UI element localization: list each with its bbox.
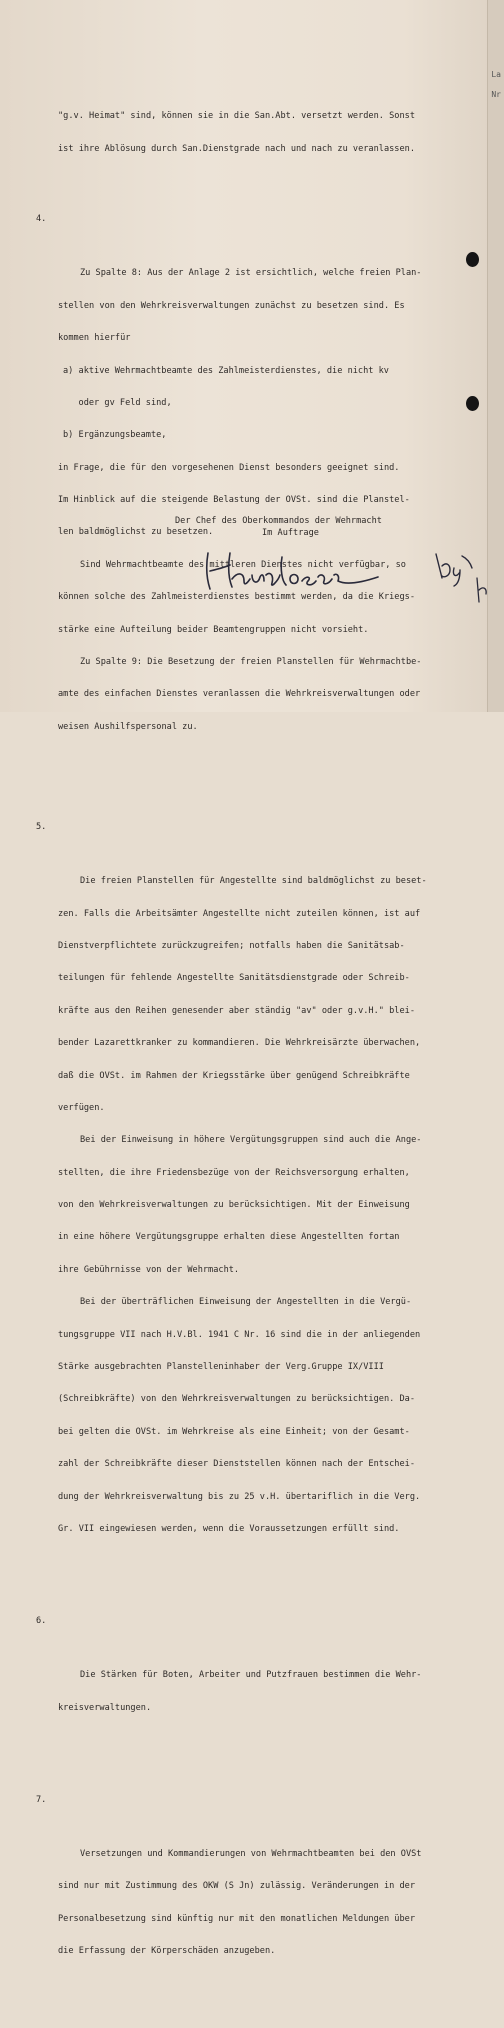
- text-line: verfügen.: [58, 1102, 105, 1113]
- text-line: zahl der Schreibkräfte dieser Dienststellen können nach der Entschei-: [58, 1459, 415, 1470]
- handwritten-signature: [200, 545, 390, 595]
- item-6: [36, 1616, 488, 1756]
- text-line: stellten, die ihre Friedensbezüge von der Reichsversorgung erhalten,: [58, 1167, 410, 1178]
- text-line: Versetzungen und Kommandierungen von Wehrmachtbeamten bei den OVSt: [80, 1849, 422, 1860]
- text-line: sind nur mit Zustimmung des OKW (S Jn) zulässig. Veränderungen in der: [58, 1881, 415, 1892]
- text-line: bei gelten die OVSt. im Wehrkreise als eine Einheit; von der Gesamt-: [58, 1426, 410, 1437]
- item-number: 7.: [36, 1795, 47, 1806]
- text-line: bender Lazarettkranker zu kommandieren. Die Wehrkreisärzte überwachen,: [58, 1038, 421, 1049]
- text-line: stellen von den Wehrkreisverwaltungen zunächst zu besetzen sind. Es: [58, 300, 405, 311]
- text-line: Stärke ausgebrachten Planstelleninhaber der Verg.Gruppe IX/VIII: [58, 1362, 384, 1373]
- item-7: [36, 1795, 488, 2000]
- text-line: Zu Spalte 8: Aus der Anlage 2 ist ersichtlich, welche freien Plan-: [80, 268, 422, 279]
- intro-line: "g.v. Heimat" sind, können sie in die San.Abt. versetzt werden. Sonst: [58, 111, 415, 122]
- document-body: [36, 68, 488, 2028]
- text-line: Sind Wehrmachtbeamte des mittleren Dienstes nicht verfügbar, so: [80, 559, 406, 570]
- margin-mark-1: La: [491, 70, 501, 79]
- item-4: [36, 214, 488, 775]
- text-line: Dienstverpflichtete zurückzugreifen; notfalls haben die Sanitätsab-: [58, 940, 405, 951]
- text-line: daß die OVSt. im Rahmen der Kriegsstärke über genügend Schreibkräfte: [58, 1070, 410, 1081]
- text-line: oder gv Feld sind,: [63, 397, 172, 408]
- initials-mark: [430, 548, 480, 588]
- signature-office: Der Chef des Oberkommandos der Wehrmacht: [175, 516, 382, 526]
- adjacent-page-edge: [487, 0, 504, 712]
- text-line: kommen hierfür: [58, 333, 131, 344]
- text-line: können solche des Zahlmeisterdienstes bestimmt werden, da die Kriegs-: [58, 592, 415, 603]
- text-line: tungsgruppe VII nach H.V.Bl. 1941 C Nr. 16 sind die in der anliegenden: [58, 1329, 421, 1340]
- text-line: kräfte aus den Reihen genesender aber ständig "av" oder g.v.H." blei-: [58, 1005, 415, 1016]
- edge-annotation-mark: [474, 575, 492, 605]
- text-line: stärke eine Aufteilung beider Beamtengruppen nicht vorsieht.: [58, 624, 369, 635]
- text-line: Die freien Planstellen für Angestellte sind baldmöglichst zu beset-: [80, 876, 427, 887]
- text-line: die Erfassung der Körperschäden anzugeben.: [58, 1946, 276, 1957]
- item-number: 6.: [36, 1616, 47, 1627]
- text-line: von den Wehrkreisverwaltungen zu berücksichtigen. Mit der Einweisung: [58, 1200, 410, 1211]
- text-line: in Frage, die für den vorgesehenen Dienst besonders geeignet sind.: [58, 462, 400, 473]
- text-line: a) aktive Wehrmachtbeamte des Zahlmeisterdienstes, die nicht kv: [63, 365, 389, 376]
- text-line: amte des einfachen Dienstes veranlassen die Wehrkreisverwaltungen oder: [58, 689, 421, 700]
- item-5: [36, 822, 488, 1578]
- text-line: Gr. VII eingewiesen werden, wenn die Voraussetzungen erfüllt sind.: [58, 1523, 400, 1534]
- text-line: Im Hinblick auf die steigende Belastung der OVSt. sind die Planstel-: [58, 495, 410, 506]
- item-number: 4.: [36, 214, 47, 225]
- text-line: ihre Gebührnisse von der Wehrmacht.: [58, 1264, 240, 1275]
- text-line: in eine höhere Vergütungsgruppe erhalten diese Angestellten fortan: [58, 1232, 400, 1243]
- text-line: zen. Falls die Arbeitsämter Angestellte nicht zuteilen können, ist auf: [58, 908, 421, 919]
- text-line: weisen Aushilfspersonal zu.: [58, 721, 198, 732]
- margin-mark-2: Nr: [491, 90, 501, 99]
- signature-capacity: Im Auftrage: [262, 528, 319, 538]
- text-line: len baldmöglichst zu besetzen.: [58, 527, 214, 538]
- text-line: (Schreibkräfte) von den Wehrkreisverwaltungen zu berücksichtigen. Da-: [58, 1394, 415, 1405]
- intro-paragraph: [36, 90, 488, 176]
- text-line: Bei der Einweisung in höhere Vergütungsgruppen sind auch die Ange-: [80, 1135, 422, 1146]
- text-line: Personalbesetzung sind künftig nur mit den monatlichen Meldungen über: [58, 1913, 415, 1924]
- intro-line: ist ihre Ablösung durch San.Dienstgrade nach und nach zu veranlassen.: [58, 143, 415, 154]
- text-line: kreisverwaltungen.: [58, 1702, 152, 1713]
- text-line: dung der Wehrkreisverwaltung bis zu 25 v.H. übertariflich in die Verg.: [58, 1491, 421, 1502]
- text-line: Bei der überträflichen Einweisung der Angestellten in die Vergü-: [80, 1297, 412, 1308]
- item-number: 5.: [36, 822, 47, 833]
- text-line: b) Ergänzungsbeamte,: [63, 430, 167, 441]
- text-line: Zu Spalte 9: Die Besetzung der freien Planstellen für Wehrmachtbe-: [80, 657, 422, 668]
- text-line: teilungen für fehlende Angestellte Sanitätsdienstgrade oder Schreib-: [58, 973, 410, 984]
- text-line: Die Stärken für Boten, Arbeiter und Putzfrauen bestimmen die Wehr-: [80, 1670, 422, 1681]
